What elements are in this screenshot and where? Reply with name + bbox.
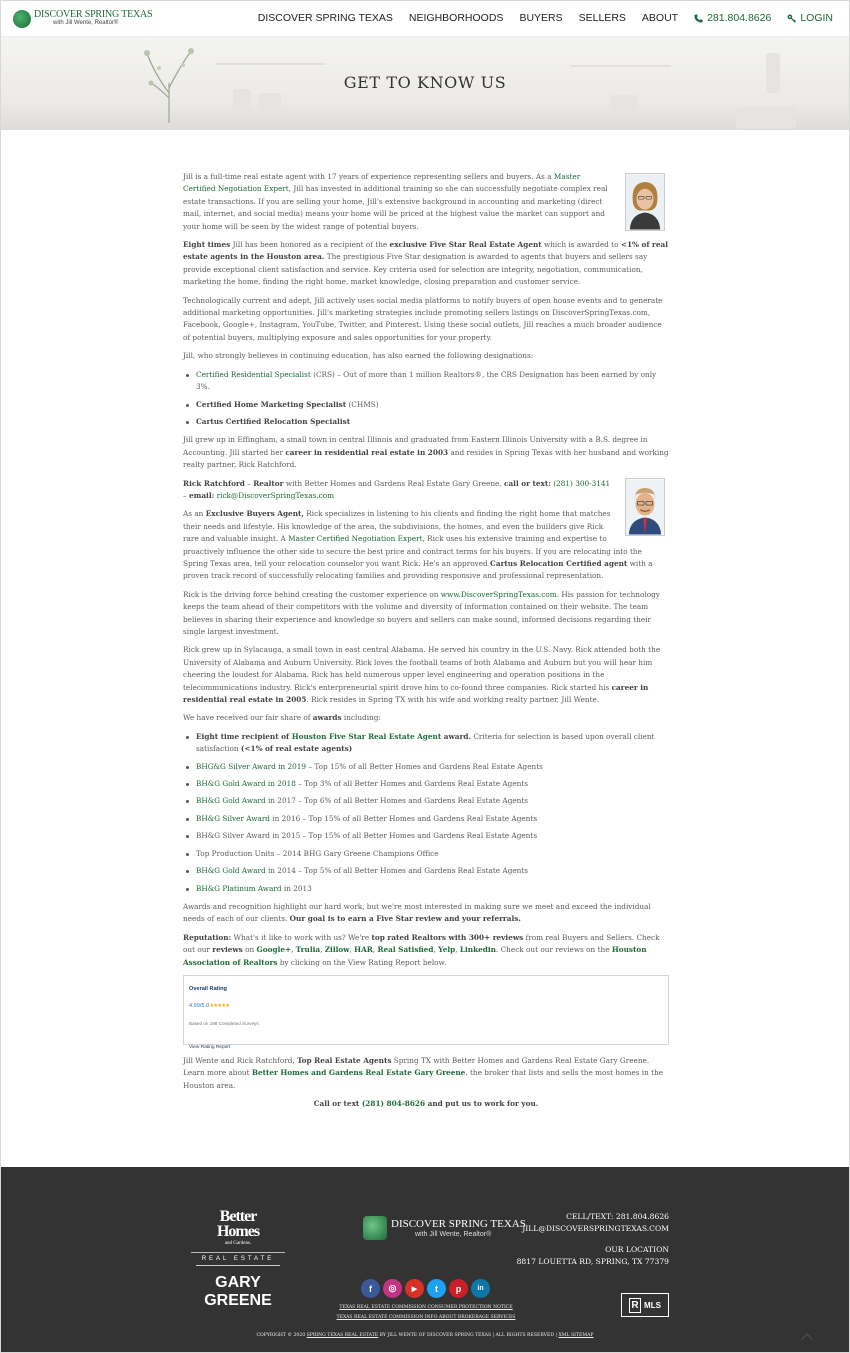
list-item bbox=[183, 399, 669, 411]
text: with a proven track record of successfully relocating families and providing responsive and professional representation. bbox=[183, 558, 653, 581]
spacer bbox=[517, 1235, 669, 1244]
hero-toaster bbox=[611, 95, 637, 113]
gg-greene: GREENE bbox=[204, 1292, 272, 1309]
logo-title: DISCOVER SPRING TEXAS bbox=[34, 9, 153, 20]
text: Rick grew up in Sylacauga, a small town in east central Alabama. He served his country in the U.S. Navy. Rick attended both the University of Alabama and Auburn University. Rick loves the football teams of both Alabama and Auburn but you will hear him cheering the loudest for Alabama. Rick has held numerous upper level engineering and operation positions in the telecommunications industry. Rick's enterpreneurial spirit drove him to co-found three companies. Rick started his bbox=[183, 645, 661, 692]
text: – bbox=[244, 478, 254, 488]
text: on bbox=[242, 945, 257, 955]
rick-phone-link[interactable]: (281) 300-3141 bbox=[550, 478, 611, 488]
text-bold: Our goal is to earn a Five Star review and your referrals. bbox=[289, 914, 521, 924]
text: in 2016 bbox=[269, 813, 301, 823]
rick-negotiation-link[interactable]: Master Certified Negotiation Expert bbox=[288, 534, 423, 544]
footer-legal-links bbox=[331, 1303, 521, 1323]
youtube-icon[interactable]: ▶ bbox=[405, 1279, 424, 1298]
text: Awards and recognition highlight our hard work, but we're most interested in making sure we meet and exceed the individual needs of each of our clients. bbox=[183, 901, 651, 924]
text-bold: career in residential real estate in 2003 bbox=[285, 447, 449, 457]
spring-texas-real-estate-link[interactable]: SPRING TEXAS REAL ESTATE bbox=[306, 1333, 379, 1338]
text-bold: Cartus Relocation Certified agent bbox=[490, 558, 628, 568]
logo-mark-icon bbox=[13, 10, 31, 28]
hero-jar bbox=[233, 89, 251, 113]
rating-survey-count: Based on 198 Completed Surveys bbox=[189, 1020, 259, 1026]
review-link-google[interactable]: Google+ bbox=[256, 945, 292, 955]
text: – 2014 BHG Gary Greene Champions Office bbox=[274, 848, 439, 858]
rating-title: Overall Rating bbox=[189, 985, 227, 992]
about-content bbox=[183, 171, 669, 1117]
text-bold: and put us to work for you. bbox=[425, 1099, 539, 1109]
list-item bbox=[183, 830, 669, 842]
instagram-icon[interactable]: ◎ bbox=[383, 1279, 402, 1298]
text: . Rick resides in Spring TX with his wife and working realty partner, Jill Wente. bbox=[306, 695, 600, 705]
realtor-mls-logo bbox=[621, 1293, 669, 1317]
rick-contact-paragraph bbox=[183, 478, 669, 503]
text: – Top 3% of all Better Homes and Gardens Real Estate Agents bbox=[295, 779, 529, 789]
view-rating-report-link[interactable]: View Rating Report bbox=[189, 1045, 231, 1051]
list-item bbox=[183, 731, 669, 756]
list-item bbox=[183, 883, 669, 895]
rick-buyers-agent-paragraph bbox=[183, 508, 669, 582]
text-bold: Call or text bbox=[313, 1099, 362, 1109]
xml-sitemap-link[interactable]: XML SITEMAP bbox=[558, 1333, 594, 1338]
text-bold: Eight times bbox=[183, 240, 231, 250]
copy-text: COPYRIGHT © 2020 bbox=[256, 1333, 307, 1338]
rick-email-link[interactable]: rick@DiscoverSpringTexas.com bbox=[214, 490, 335, 500]
text: which is awarded to bbox=[541, 240, 621, 250]
text: in 2017 bbox=[265, 796, 296, 806]
rick-name: Rick Ratchford bbox=[183, 478, 245, 488]
text: . Check out our reviews on the bbox=[495, 945, 612, 955]
text: As an bbox=[183, 509, 206, 519]
text-bold: Eight time recipient of bbox=[196, 731, 292, 741]
text: . His passion for technology keeps the team ahead of their competitors with the volume and diversity of information contained on their website. The team believes in sharing their experience and knowledge so buyers and sellers can make sound, informed decisions regarding their single largest investment. bbox=[183, 589, 660, 636]
award-link[interactable]: BH&G Gold Award in 2018 bbox=[196, 779, 296, 789]
har-link[interactable]: Houston Association of Realtors bbox=[183, 945, 647, 967]
text-bold: reviews bbox=[212, 945, 243, 955]
house-logo-icon bbox=[363, 1216, 387, 1240]
key-icon bbox=[787, 14, 796, 23]
list-item bbox=[183, 778, 669, 790]
award-link[interactable]: BHG&G Silver Award in 2019 bbox=[196, 761, 307, 771]
rick-website-paragraph bbox=[183, 589, 669, 639]
text-bold: email: bbox=[188, 490, 215, 500]
copy-text: BY JILL WENTE OF DISCOVER SPRING TEXAS | ALL RIGHTS RESERVED | bbox=[378, 1333, 559, 1338]
awards-list bbox=[183, 731, 669, 895]
list-item bbox=[183, 795, 669, 807]
twitter-icon[interactable]: t bbox=[427, 1279, 446, 1298]
bh-better: Better bbox=[219, 1208, 257, 1225]
text: with Better Homes and Gardens Real Estate Gary Greene. bbox=[283, 478, 504, 488]
text: Jill Wente and Rick Ratchford, bbox=[183, 1055, 298, 1065]
text: – Top 15% of all Better Homes and Gardens Real Estate Agents bbox=[300, 813, 538, 823]
outro-paragraph bbox=[183, 1055, 669, 1092]
website-link[interactable]: www.DiscoverSpringTexas.com bbox=[440, 589, 557, 599]
hero-banner bbox=[1, 37, 849, 130]
award-link[interactable]: BH&G Silver Award bbox=[196, 813, 270, 823]
rick-photo bbox=[625, 478, 665, 536]
text: We have received our fair share of bbox=[183, 713, 313, 723]
text: , the broker that lists and sells the most homes in the Houston area. bbox=[183, 1068, 664, 1090]
text-bold: (<1% of real estate agents) bbox=[240, 744, 353, 754]
text-bold: <1% of real estate agents in the Houston area. bbox=[183, 240, 669, 262]
review-link-trulia[interactable]: Trulia bbox=[295, 945, 321, 955]
five-star-paragraph bbox=[183, 239, 669, 289]
text: (CHMS) bbox=[346, 399, 379, 409]
text: Rick specializes in listening to his clients and finding the right home that matches their needs and lifestyle. His knowledge of the area, the subdivisions, the homes, and even the builders give Rick rare and valuable insight. A bbox=[183, 509, 611, 544]
mls-icon: MLS bbox=[644, 1300, 661, 1310]
text: – bbox=[183, 490, 189, 500]
five-star-award-link[interactable]: Houston Five Star Real Estate Agent bbox=[291, 731, 442, 741]
text-bold: Reputation: bbox=[183, 932, 232, 942]
text: Top Production Units bbox=[196, 848, 275, 858]
star-rating-icon: ★★★★★ bbox=[209, 1003, 230, 1010]
jill-photo bbox=[625, 173, 665, 231]
text-bold: Exclusive Buyers Agent, bbox=[205, 509, 304, 519]
text-bold: Cartus Certified Relocation Specialist bbox=[196, 416, 351, 426]
text: Jill grew up in Effingham, a small town in central Illinois and graduated from Eastern Illinois University with a B.S. degree in Accounting. Jill started her bbox=[183, 435, 648, 457]
list-item bbox=[183, 813, 669, 825]
bh-real-estate: REAL ESTATE bbox=[191, 1252, 285, 1262]
cta-phone-link[interactable]: (281) 804-8626 bbox=[361, 1099, 426, 1109]
text-bold: top rated Realtors with 300+ reviews bbox=[371, 932, 524, 942]
bh-homes: Homes bbox=[216, 1223, 260, 1240]
hero-shelf-left bbox=[216, 63, 326, 65]
footer-email[interactable]: JILL@DISCOVERSPRINGTEXAS.COM bbox=[522, 1224, 669, 1233]
hero-jar bbox=[259, 93, 281, 113]
master-negotiation-link[interactable]: Master Certified Negotiation Expert bbox=[183, 172, 581, 194]
text-bold: Realtor bbox=[253, 478, 284, 488]
text: , Jill has invested in additional training so she can successfully negotiate complex real estate transactions. If you are selling your home, Jill's extensive background in accounting and marketing (direct mail, internet, and social media) means your home will be priced at the highest value the market can support and your home will be seen by the widest range of potential buyers. bbox=[183, 184, 608, 231]
text: Jill has been honored as a recipient of the bbox=[230, 240, 390, 250]
rick-background-paragraph bbox=[183, 644, 669, 706]
designations-list bbox=[183, 369, 669, 429]
hero-bowl bbox=[736, 107, 796, 129]
crs-link[interactable]: Certified Residential Specialist bbox=[196, 369, 311, 379]
text: – Top 5% of all Better Homes and Gardens Real Estate Agents bbox=[295, 866, 529, 876]
nav-login-label: LOGIN bbox=[800, 12, 833, 24]
text: Spring TX with Better Homes and Gardens Real Estate Gary Greene. Learn more about bbox=[183, 1055, 650, 1078]
text: – Top 15% of all Better Homes and Gardens Real Estate Agents bbox=[306, 761, 543, 771]
bhgre-logo[interactable] bbox=[191, 1209, 285, 1262]
jill-background-paragraph bbox=[183, 434, 669, 471]
gary-greene-logo[interactable] bbox=[196, 1265, 280, 1310]
linkedin-icon[interactable]: in bbox=[471, 1279, 490, 1298]
footer-logo-title: DISCOVER SPRING TEXAS bbox=[391, 1218, 526, 1230]
awards-intro bbox=[183, 712, 669, 724]
reputation-paragraph: Reputation: What's it like to work with us? We're top rated Realtors with 300+ reviews from real Buyers and Sellers. Check out our reviews on Google+, Trulia, Zillow, HAR, Real Satisfied, Yelp, Linkedin. Check out our reviews on the Houston Association of Realtors by clicking on the View Rating Report below. bbox=[183, 932, 660, 967]
hero-shelf-right bbox=[571, 65, 671, 67]
jill-intro-paragraph bbox=[183, 171, 669, 233]
text: from real Buyers and Sellers. Check out our bbox=[183, 932, 660, 955]
footer-address: 8817 LOUETTA RD, SPRING, TX 77379 bbox=[516, 1257, 669, 1266]
nav-discover-spring-texas[interactable]: DISCOVER SPRING TEXAS bbox=[257, 12, 393, 24]
text: Rick is the driving force behind creating the customer experience on bbox=[183, 589, 441, 599]
review-link-zillow[interactable]: Zillow bbox=[324, 945, 350, 955]
technology-paragraph: Technologically current and adept, Jill actively uses social media platforms to notify buyers of open house events and to generate additional marketing opportunities. Jill's marketing strategies include promoting sellers listings on DiscoverSpringTexas.com, Facebook, Google+, Instagram, YouTube, Twitter, and Pinterest. Using these social outlets, Jill reaches a much broader audience of potential buyers, multiplying exposure and sales opportunities for your property. bbox=[183, 295, 663, 342]
text: BH&G Silver Award in 2015 bbox=[196, 831, 301, 841]
awards-closing-paragraph bbox=[183, 901, 669, 926]
footer-cell[interactable]: CELL/TEXT: 281.804.8626 bbox=[566, 1212, 669, 1221]
award-link[interactable]: BH&G Platinum Award bbox=[196, 883, 282, 893]
review-link-yelp[interactable]: Yelp bbox=[438, 945, 456, 955]
nav-about[interactable]: ABOUT bbox=[641, 12, 679, 24]
site-footer bbox=[1, 1167, 849, 1353]
nav-login-link[interactable] bbox=[787, 12, 833, 24]
text: – Top 6% of all Better Homes and Gardens Real Estate Agents bbox=[295, 796, 529, 806]
list-item bbox=[183, 848, 669, 860]
site-logo[interactable] bbox=[13, 8, 153, 32]
text: The prestigious Five Star designation is awarded to agents that buyers and sellers say provide exceptional client satisfaction and service. Key criteria used for selection are integrity, negotiation, communication, marketing the home, finding the right home, market knowledge, closing preparation and customer service. bbox=[183, 252, 648, 287]
gg-gary: GARY bbox=[215, 1274, 261, 1291]
broker-link[interactable]: Better Homes and Gardens Real Estate Gary Greene bbox=[251, 1068, 466, 1078]
list-item bbox=[183, 416, 669, 428]
phone-icon bbox=[694, 14, 703, 23]
text-bold: call or text: bbox=[504, 478, 551, 488]
nav-buyers[interactable]: BUYERS bbox=[519, 12, 563, 24]
footer-logo[interactable] bbox=[363, 1214, 526, 1244]
award-link[interactable]: BH&G Gold Award bbox=[196, 866, 266, 876]
footer-contact bbox=[517, 1211, 669, 1268]
nav-phone-link[interactable] bbox=[694, 12, 771, 24]
list-item bbox=[183, 761, 669, 773]
nav-sellers[interactable]: SELLERS bbox=[578, 12, 626, 24]
rating-score bbox=[189, 1000, 662, 1012]
facebook-icon[interactable]: f bbox=[361, 1279, 380, 1298]
nav-neighborhoods[interactable]: NEIGHBORHOODS bbox=[408, 12, 504, 24]
bh-gardens: and Gardens. bbox=[224, 1241, 252, 1246]
text: Jill is a full-time real estate agent with 17 years of experience representing sellers and buyers. As a bbox=[183, 172, 554, 181]
text-bold: Top Real Estate Agents bbox=[297, 1055, 392, 1065]
text: (CRS) – Out of more than 1 million Realtors®, the CRS Designation has been earned by only 3%. bbox=[196, 369, 657, 392]
designations-intro: Jill, who strongly believes in continuing education, has also earned the following designations: bbox=[183, 351, 534, 361]
footer-location-label: OUR LOCATION bbox=[605, 1245, 669, 1254]
text: What's it like to work with us? We're bbox=[231, 932, 372, 942]
nav-phone-number: 281.804.8626 bbox=[707, 12, 772, 24]
pinterest-icon[interactable]: p bbox=[449, 1279, 468, 1298]
text: Criteria for selection is based upon overall client satisfaction bbox=[196, 731, 655, 754]
trec-consumer-protection-link[interactable]: TEXAS REAL ESTATE COMMISSION CONSUMER PROTECTION NOTICE bbox=[339, 1305, 513, 1310]
review-link-har[interactable]: HAR bbox=[354, 945, 373, 955]
text-bold: awards bbox=[312, 713, 342, 723]
copyright bbox=[1, 1333, 849, 1338]
footer-logo-subtitle: with Jill Wente, Realtor® bbox=[415, 1231, 492, 1238]
text: including: bbox=[341, 713, 381, 723]
text-bold: award. bbox=[441, 731, 471, 741]
list-item bbox=[183, 369, 669, 394]
text-bold: exclusive Five Star Real Estate Agent bbox=[389, 240, 542, 250]
rating-value: 4.99/5.0 bbox=[189, 1003, 210, 1010]
social-links bbox=[361, 1279, 493, 1298]
award-link[interactable]: BH&G Gold Award bbox=[196, 796, 266, 806]
text: , Rick uses his extensive training and expertise to proactively influence the other side to secure the best price and contract terms for his buyers. If you are relocating into the Spring Texas area, tell your relocation counselor you want Rick. He's an approved bbox=[183, 534, 642, 568]
text: – Top 15% of all Better Homes and Gardens Real Estate Agents bbox=[300, 831, 538, 841]
realtor-icon: R bbox=[629, 1298, 641, 1313]
trec-brokerage-info-link[interactable]: TEXAS REAL ESTATE COMMISSION INFO ABOUT BROKERAGE SERVICES bbox=[336, 1315, 516, 1320]
logo-subtitle: with Jill Wente, Realtor® bbox=[53, 20, 119, 26]
call-to-action bbox=[183, 1098, 669, 1110]
site-header bbox=[1, 1, 849, 37]
text: in 2013 bbox=[281, 883, 312, 893]
text: in 2014 bbox=[265, 866, 296, 876]
text-bold: career in residential real estate in 2005 bbox=[183, 682, 649, 705]
text-bold: Certified Home Marketing Specialist bbox=[196, 399, 347, 409]
text: by clicking on the View Rating Report below. bbox=[277, 957, 447, 967]
review-link-linkedin[interactable]: Linkedin bbox=[459, 945, 496, 955]
main-nav bbox=[242, 12, 833, 24]
text: and resides in Spring Texas with her husband and working realty partner, Rick Ratchford. bbox=[183, 447, 669, 470]
page-title: GET TO KNOW US bbox=[343, 73, 507, 92]
rating-widget bbox=[183, 975, 669, 1051]
review-link-real-satisfied[interactable]: Real Satisfied bbox=[377, 945, 434, 955]
list-item bbox=[183, 865, 669, 877]
